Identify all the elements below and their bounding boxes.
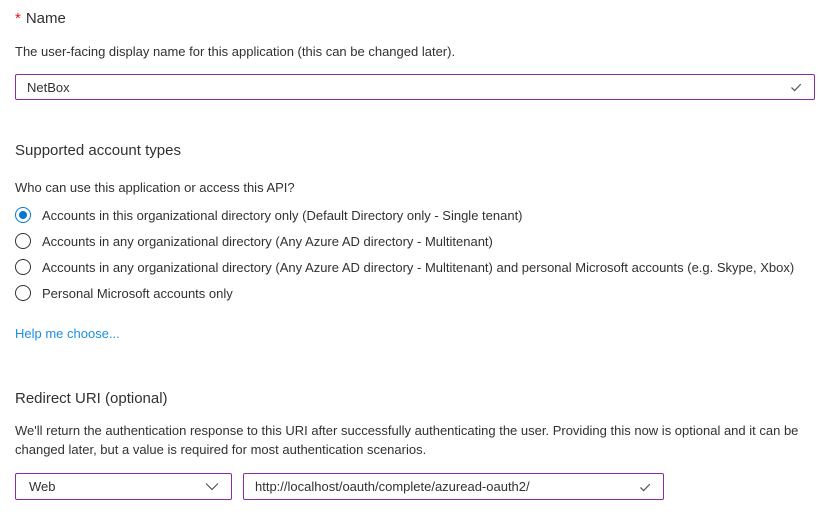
name-description: The user-facing display name for this application (this can be changed later). [15,44,456,59]
name-input-container [15,74,815,100]
name-section-heading [15,9,66,29]
radio-option-personal-only[interactable] [15,280,233,306]
radio-option-label[interactable]: Accounts in any organizational directory (Any Azure AD directory - Multitenant) and personal Microsoft accounts (e.g. Skype, Xbox) [42,259,795,275]
name-heading-label: Name [25,10,66,27]
platform-select-dropdown[interactable] [15,473,232,500]
account-types-question: Who can use this application or access this API? [15,180,295,195]
redirect-uri-heading: Redirect URI (optional) [15,390,168,407]
name-input[interactable] [27,80,780,95]
redirect-uri-input[interactable] [255,479,629,494]
redirect-uri-description: We'll return the authentication response to this URI after successfully authenticating the user. Providing this now is optional and it can be changed later, but a value is required for most authentication scenarios. [15,423,799,457]
radio-unselected-icon[interactable] [15,259,31,275]
chevron-down-icon [205,482,219,491]
radio-option-label[interactable]: Accounts in any organizational directory (Any Azure AD directory - Multitenant) [42,233,493,249]
radio-option-multitenant[interactable] [15,228,493,254]
radio-option-multitenant-personal[interactable] [15,254,794,280]
check-icon [788,79,804,95]
check-icon [637,479,653,495]
radio-option-label[interactable]: Personal Microsoft accounts only [42,285,233,301]
radio-unselected-icon[interactable] [15,233,31,249]
help-me-choose-link[interactable]: Help me choose... [15,326,120,341]
radio-option-label[interactable]: Accounts in this organizational directory only (Default Directory only - Single tenant) [42,207,523,223]
radio-unselected-icon[interactable] [15,285,31,301]
required-marker: * [15,10,21,27]
radio-selected-icon[interactable] [15,207,31,223]
platform-selected-value: Web [29,479,56,494]
redirect-uri-input-container [243,473,664,500]
radio-option-single-tenant[interactable] [15,202,523,228]
account-types-heading: Supported account types [15,142,181,159]
